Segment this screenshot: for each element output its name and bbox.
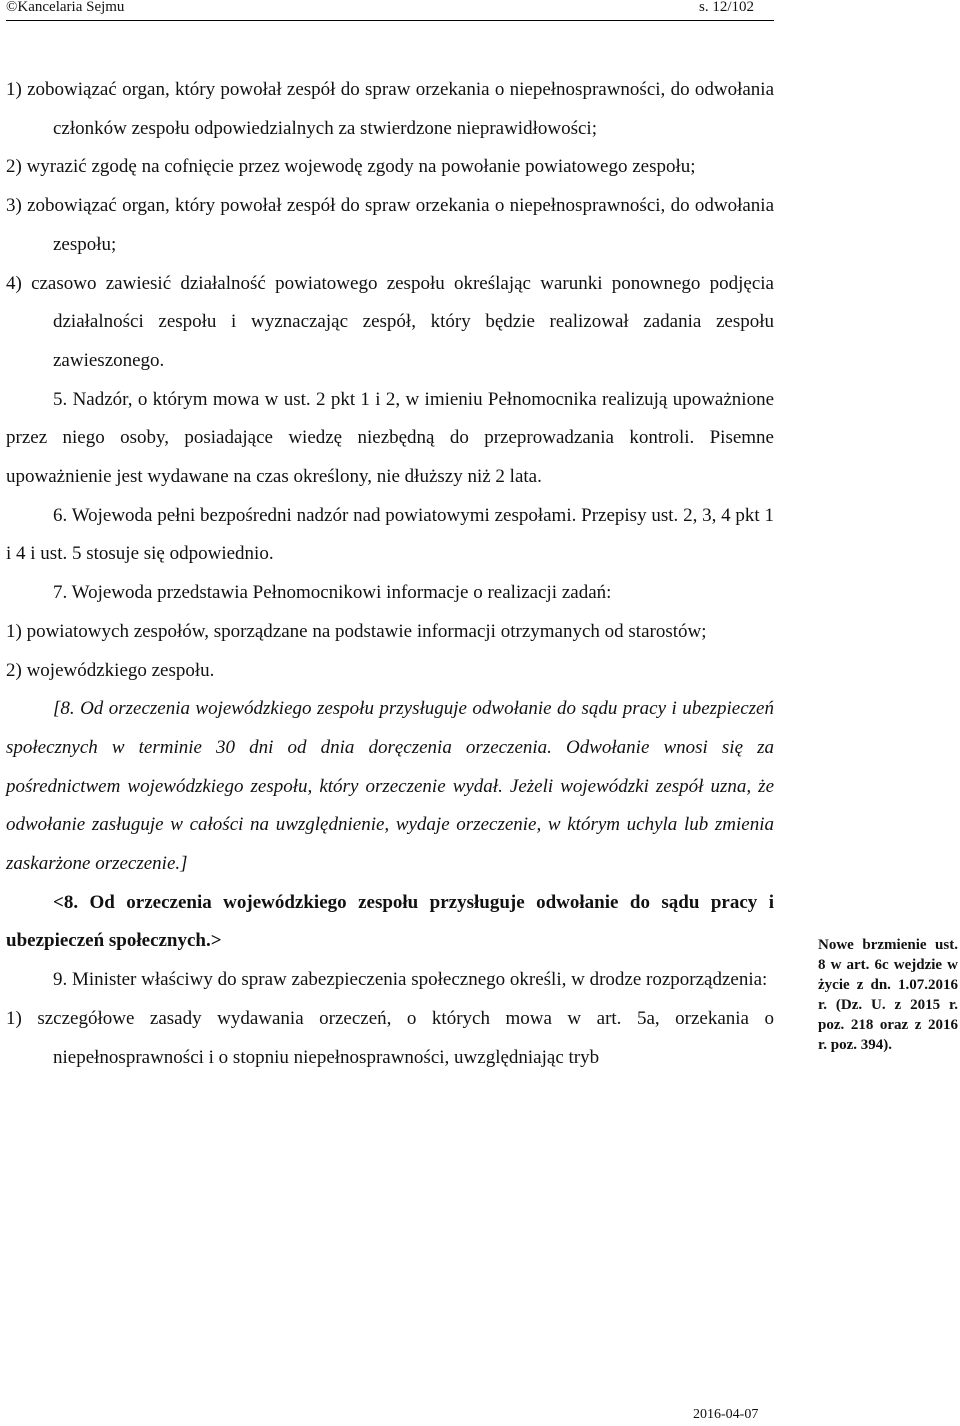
page-number: s. 12/102 (698, 0, 754, 15)
list-item: 1) szczegółowe zasady wydawania orzeczeń, o których mowa w art. 5a, orzekania o niepełnosprawności i o stopniu niepełnosprawności, uwzględniając tryb (6, 1007, 774, 1068)
list-item: 1) zobowiązać organ, który powołał zespół do spraw orzekania o niepełnosprawności, do odwołania członków zespołu odpowiedzialnych za stwierdzone nieprawidłowości; (6, 79, 774, 139)
paragraph-7: 7. Wojewoda przedstawia Pełnomocnikowi informacje o realizacji zadań: (53, 582, 612, 604)
paragraph-8-new: <8. Od orzeczenia wojewódzkiego zespołu przysługuje odwołanie do sądu pracy i ubezpieczeń społecznych.> (6, 891, 774, 952)
paragraph-8-old: [8. Od orzeczenia wojewódzkiego zespołu przysługuje odwołanie do sądu pracy i ubezpieczeń społecznych w terminie 30 dni od dnia doręczenia orzeczenia. Odwołanie wnosi się za pośrednictwem wojewódzkiego zespołu, który orzeczenie wydał. Jeżeli wojewódzki zespół uzna, że odwołanie zasługuje w całości na uwzględnienie, wydaje orzeczenie, w którym uchyla lub zmienia zaskarżone orzeczenie.] (6, 698, 774, 875)
list-item: 4) czasowo zawiesić działalność powiatowego zespołu określając warunki ponownego podjęcia działalności zespołu i wyznaczając zespół, który będzie realizował zadania zespołu zawieszonego. (6, 272, 774, 371)
list-item: 3) zobowiązać organ, który powołał zespół do spraw orzekania o niepełnosprawności, do odwołania zespołu; (6, 195, 774, 255)
paragraph-9: 9. Minister właściwy do spraw zabezpieczenia społecznego określi, w drodze rozporządzenia: (53, 969, 768, 991)
list-item: 1) powiatowych zespołów, sporządzane na podstawie informacji otrzymanych od starostów; (6, 620, 707, 642)
list-item: 2) wojewódzkiego zespołu. (6, 659, 215, 681)
footer-date: 2016-04-07 (693, 1407, 759, 1422)
page-header (6, 0, 774, 21)
copyright-label: ©Kancelaria Sejmu (6, 0, 125, 15)
paragraph-5: 5. Nadzór, o którym mowa w ust. 2 pkt 1 i 2, w imieniu Pełnomocnika realizują upoważnione przez niego osoby, posiadające wiedzę niezbędną do przeprowadzania kontroli. Pisemne upoważnienie jest wydawane na czas określony, nie dłuższy niż 2 lata. (6, 388, 774, 488)
document-body (6, 71, 774, 1077)
margin-note: Nowe brzmienie ust. 8 w art. 6c wejdzie w życie z dn. 1.07.2016 r. (Dz. U. z 2015 r. poz. 218 oraz z 2016 r. poz. 394). (818, 937, 958, 1053)
list-item: 2) wyrazić zgodę na cofnięcie przez wojewodę zgody na powołanie powiatowego zespołu; (6, 156, 696, 178)
paragraph-6: 6. Wojewoda pełni bezpośredni nadzór nad powiatowymi zespołami. Przepisy ust. 2, 3, 4 pkt 1 i 4 i ust. 5 stosuje się odpowiednio. (6, 504, 774, 565)
